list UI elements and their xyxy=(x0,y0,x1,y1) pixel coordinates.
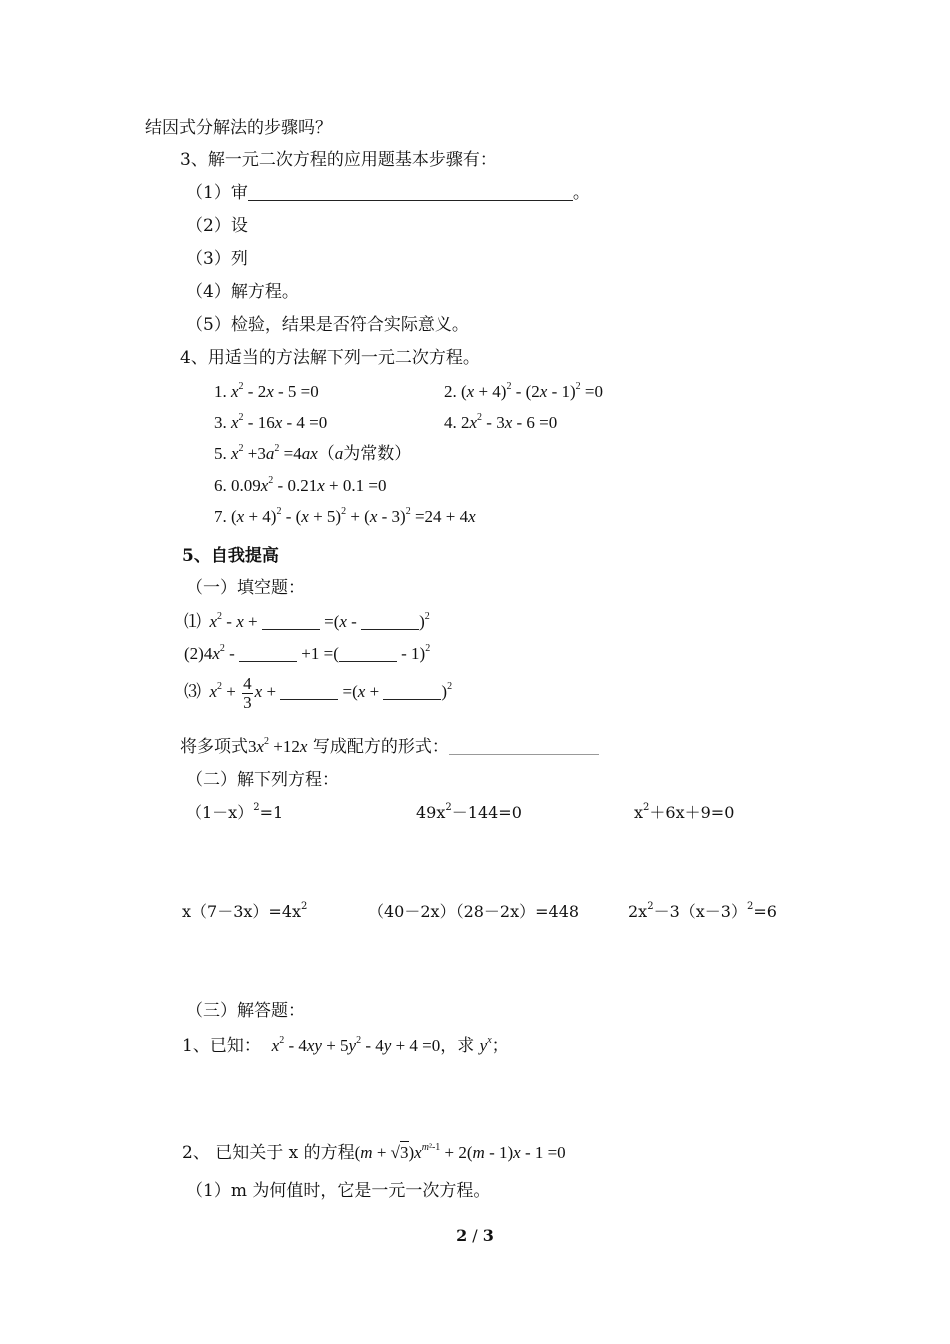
solve-eq-2: $49x^2-144=0$ xyxy=(416,802,522,822)
fill-header: （一）填空题： xyxy=(186,578,305,598)
eq-part: 2x xyxy=(628,902,648,921)
fill-item-2: $(2)4x^2 - +1$ =( - 1)$^2$ xyxy=(184,643,431,663)
page-number: 2 xyxy=(456,1226,468,1245)
answer-q2-sub1: （1）m 为何值时，它是一元一次方程。 xyxy=(186,1181,491,1201)
q4-eq5: 5. $x^2 +3a^2 =4ax(a$为常数） xyxy=(214,443,412,463)
a1-suffix: ，求 xyxy=(440,1036,475,1056)
fill4-suffix: 写成配方的形式： xyxy=(312,737,449,757)
fill-blank[interactable] xyxy=(280,681,338,700)
q3-step1-label: （1）审 xyxy=(186,183,248,203)
eq-part: 49x xyxy=(416,803,446,822)
q3-step1-end: 。 xyxy=(572,183,590,203)
eq-part: x（7－3x）=4x xyxy=(182,902,302,921)
fill-blank[interactable] xyxy=(449,736,599,755)
answer-q2: 2、 已知关于 x 的方程$(m + √3)x^{m^2-1} + 2(m - 1)x - 1 =0$ xyxy=(182,1142,566,1163)
a2-prefix: 2、 已知关于 x 的方程 xyxy=(182,1143,355,1163)
eq-number: 2. xyxy=(444,382,457,401)
solve-eq-6: $2x^2-3(x-3)^2=6$ xyxy=(628,901,777,921)
answer-header: （三）解答题： xyxy=(186,1001,305,1021)
q3-step4: （4）解方程。 xyxy=(186,282,299,302)
eq-number: 4. xyxy=(444,413,457,432)
eq-part: =6 xyxy=(753,902,777,921)
fill4-text: 将多项式 xyxy=(180,737,248,757)
fill-item-1: ⑴ $x^2 - x + =(x - )^2$ xyxy=(184,611,430,631)
eq-number: 1. xyxy=(214,382,227,401)
eq-part: x xyxy=(634,803,644,822)
fill-label: (2)4 xyxy=(184,644,213,663)
fill-item-4: 将多项式$3x^2 +12x$ 写成配方的形式： xyxy=(180,735,599,759)
answer-q1: 1、已知： $x^2 - 4xy + 5y^2 - 4y + 4 =0$，求 $y^x$； xyxy=(182,1035,509,1056)
q3-step1 xyxy=(186,181,590,205)
fill-blank[interactable] xyxy=(239,643,297,662)
q4-eq4: 4. $2x^2 - 3x - 6 =0$ xyxy=(444,412,558,432)
q3-step1-blank[interactable] xyxy=(248,182,573,201)
a1-prefix: 1、已知： xyxy=(182,1036,261,1056)
solve-eq-1: $(1-x)^2=1$ xyxy=(186,802,284,822)
fill-blank[interactable] xyxy=(262,611,320,630)
fill-blank[interactable] xyxy=(339,643,397,662)
eq-part: =1 xyxy=(259,803,284,822)
fill-blank[interactable] xyxy=(383,681,441,700)
page-footer: 2 / 3 xyxy=(456,1226,494,1245)
q3-title: 3、解一元二次方程的应用题基本步骤有： xyxy=(180,150,497,170)
q3-step2: （2）设 xyxy=(186,216,248,236)
q4-eq2: 2. $(x + 4)^2 - (2x - 1)^2 =0$ xyxy=(444,381,604,401)
fill-item-3: ⑶ $x^2$ + $\frac{4}{3}$ $x + =(x + )^2$ xyxy=(184,673,453,712)
solve-eq-5: （40－2x）（28－2x）=448 xyxy=(368,902,580,921)
solve-eq-4: $x(7-3x)=4x^2$ xyxy=(182,901,308,921)
eq-number: 3. xyxy=(214,413,227,432)
fraction: $\frac{4}{3}$ xyxy=(243,673,252,712)
fill-label: ⑴ xyxy=(184,612,201,631)
eq-number: 7. xyxy=(214,507,227,526)
q4-eq3: 3. $x^2 - 16x - 4 =0$ xyxy=(214,412,328,432)
q3-step5: （5）检验，结果是否符合实际意义。 xyxy=(186,315,469,335)
eq-part: －144=0 xyxy=(451,803,522,822)
q4-eq6: 6. $0.09x^2 - 0.21x + 0.1 =0$ xyxy=(214,475,387,495)
eq-part: －3（x－3） xyxy=(653,902,747,921)
eq5-note: 为常数） xyxy=(343,444,412,463)
solve-header: （二）解下列方程： xyxy=(186,770,339,790)
a1-end: ； xyxy=(491,1036,509,1056)
eq-number: 6. xyxy=(214,476,227,495)
intro-line: 结因式分解法的步骤吗？ xyxy=(145,118,332,138)
eq-part: （1－x） xyxy=(186,803,254,822)
q5-title: 5、自我提高 xyxy=(182,546,279,566)
q4-eq7: 7. $(x + 4)^2 - (x + 5)^2 + (x - 3)^2 =24 + 4x$ xyxy=(214,506,476,526)
solve-eq-3: $x^2+6x+9=0$ xyxy=(634,802,735,822)
q3-step3: （3）列 xyxy=(186,249,248,269)
eq-part: ＋6x＋9=0 xyxy=(649,803,735,822)
q4-title: 4、用适当的方法解下列一元二次方程。 xyxy=(180,348,480,368)
page-total: 3 xyxy=(482,1226,494,1245)
q4-eq1: 1. $x^2 - 2x - 5 =0$ xyxy=(214,381,319,401)
fill-blank[interactable] xyxy=(361,611,419,630)
fill-label: ⑶ xyxy=(184,682,201,701)
eq-number: 5. xyxy=(214,444,227,463)
